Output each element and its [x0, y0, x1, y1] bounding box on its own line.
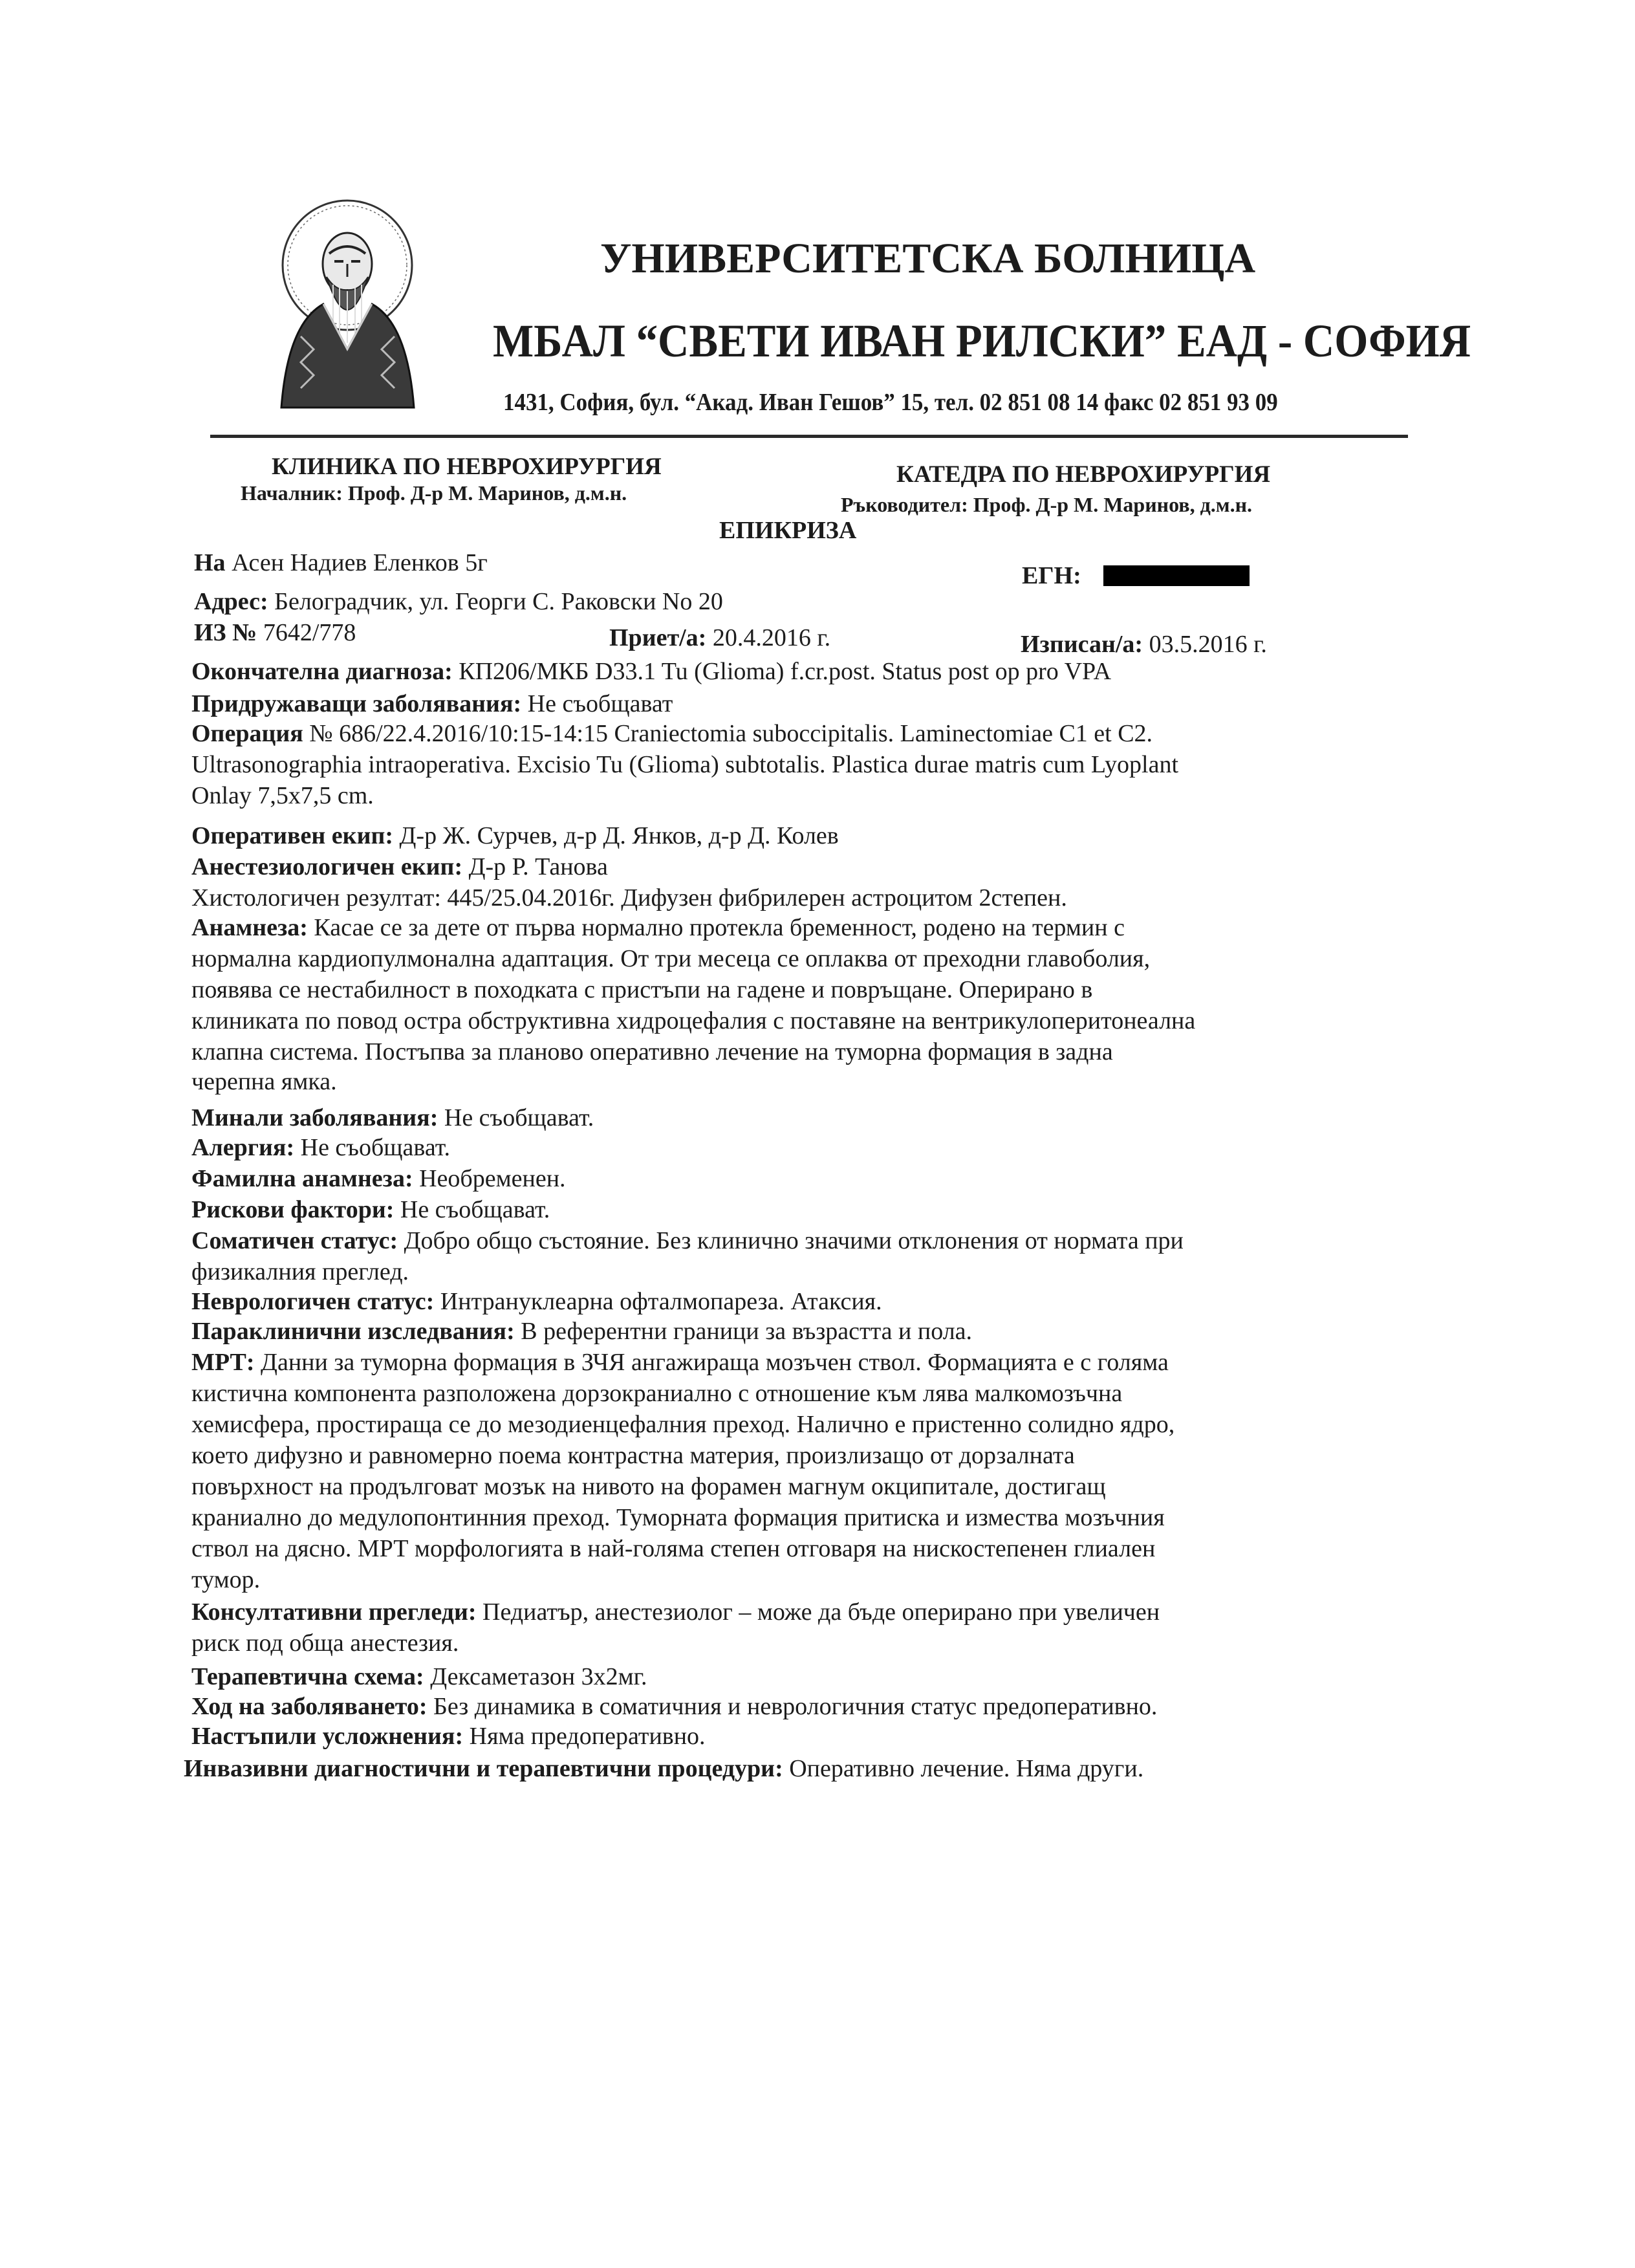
operation-line3: Onlay 7,5x7,5 cm.: [191, 782, 374, 809]
somatic-status-line1: Соматичен статус: Добро общо състояние. Без клинично значими отклонения от нормата при: [191, 1227, 1184, 1254]
complications: Настъпили усложнения: Няма предоперативно.: [191, 1723, 706, 1750]
anamnesis-line4: клиниката по повод остра обструктивна хидроцефалия с поставяне на вентрикулоперитонеална: [191, 1007, 1196, 1034]
egn-row: ЕГН:: [1022, 562, 1081, 589]
admitted-row: Приет/а: 20.4.2016 г.: [609, 624, 831, 651]
anamnesis-line1: Анамнеза: Касае се за дете от първа нормално протекла бременност, родено на термин с: [191, 914, 1125, 941]
operation-line2: Ultrasonographia intraoperativa. Excisio Tu (Glioma) subtotalis. Plastica durae matris cum Lyoplant: [191, 751, 1179, 778]
anamnesis-line6: черепна ямка.: [191, 1068, 337, 1095]
patient-name-row: На Асен Надиев Еленков 5г: [194, 549, 488, 576]
neuro-status: Неврологичен статус: Интрануклеарна офталмопареза. Атаксия.: [191, 1288, 882, 1315]
department-title: КАТЕДРА ПО НЕВРОХИРУРГИЯ: [896, 461, 1271, 488]
therapy-scheme: Терапевтична схема: Дексаметазон 3x2мг.: [191, 1663, 647, 1690]
mri-line1: МРТ: Данни за туморна формация в ЗЧЯ ангажираща мозъчен ствол. Формацията е с голяма: [191, 1349, 1169, 1376]
final-diagnosis: Окончателна диагноза: КП206/МКБ D33.1 Tu (Glioma) f.cr.post. Status post op pro VPA: [191, 658, 1112, 685]
family-history: Фамилна анамнеза: Необременен.: [191, 1165, 566, 1192]
mri-line6: краниално до медулопонтинния преход. Туморната формация притиска и измества мозъчния: [191, 1504, 1165, 1531]
risk-factors: Рискови фактори: Не съобщават.: [191, 1196, 550, 1223]
anamnesis-line5: клапна система. Постъпва за планово оперативно лечение на туморна формация в задна: [191, 1038, 1113, 1065]
egn-redaction-bar: [1103, 565, 1250, 586]
clinic-title: КЛИНИКА ПО НЕВРОХИРУРГИЯ: [272, 453, 662, 480]
paraclinical-tests: Параклинични изследвания: В референтни граници за възрастта и пола.: [191, 1318, 973, 1345]
operative-team: Оперативен екип: Д-р Ж. Сурчев, д-р Д. Янков, д-р Д. Колев: [191, 822, 839, 849]
hospital-name-line2: МБАЛ “СВЕТИ ИВАН РИЛСКИ” ЕАД - СОФИЯ: [493, 315, 1471, 367]
comorbidities: Придружаващи заболявания: Не съобщават: [191, 690, 673, 717]
mri-line7: ствол на дясно. МРТ морфологията в най-голяма степен отговаря на нискостепенен глиален: [191, 1535, 1156, 1562]
saint-icon-emblem: [262, 194, 433, 414]
mri-line4: което дифузно и равномерно поема контрастна материя, произлизащо от дорзалната: [191, 1442, 1075, 1469]
hospital-name-line1: УНИВЕРСИТЕТСКА БОЛНИЦА: [600, 235, 1256, 282]
histology-result: Хистологичен резултат: 445/25.04.2016г. Дифузен фибрилерен астроцитом 2степен.: [191, 884, 1067, 911]
consultations-line1: Консултативни прегледи: Педиатър, анестезиолог – може да бъде оперирано при увеличен: [191, 1598, 1160, 1626]
consultations-line2: риск под обща анестезия.: [191, 1630, 459, 1657]
anamnesis-line2: нормална кардиопулмонална адаптация. От три месеца се оплаква от преходни главоболия,: [191, 945, 1151, 972]
clinic-head: Началник: Проф. Д-р М. Маринов, д.м.н.: [241, 481, 627, 505]
anamnesis-line3: появява се нестабилност в походката с пристъпи на гадене и повръщане. Оперирано в: [191, 976, 1093, 1003]
hospital-address: 1431, София, бул. “Акад. Иван Гешов” 15, тел. 02 851 08 14 факс 02 851 93 09: [503, 389, 1278, 416]
operation-line1: Операция № 686/22.4.2016/10:15-14:15 Craniectomia suboccipitalis. Laminectomiae C1 et C2.: [191, 720, 1153, 747]
past-diseases: Минали заболявания: Не съобщават.: [191, 1104, 594, 1131]
mri-line3: хемисфера, простираща се до мезодиенцефалния преход. Налично е пристенно солидно ядро,: [191, 1411, 1175, 1438]
patient-address-row: Адрес: Белоградчик, ул. Георги С. Раковски No 20: [194, 588, 723, 615]
allergy: Алергия: Не съобщават.: [191, 1134, 450, 1161]
somatic-status-line2: физикалния преглед.: [191, 1258, 409, 1285]
department-head: Ръководител: Проф. Д-р М. Маринов, д.м.н.: [841, 493, 1252, 516]
mri-line5: повърхност на продълговат мозък на нивото на форамен магнум окципитале, достигащ: [191, 1473, 1106, 1500]
anesthesia-team: Анестезиологичен екип: Д-р Р. Танова: [191, 853, 608, 880]
invasive-procedures: Инвазивни диагностични и терапевтични процедури: Оперативно лечение. Няма други.: [184, 1755, 1144, 1782]
header-divider: [210, 435, 1408, 438]
discharged-row: Изписан/а: 03.5.2016 г.: [1021, 631, 1267, 658]
document-title: ЕПИКРИЗА: [719, 517, 857, 544]
mri-line2: кистична компонента разположена дорзокраниално с отношение към лява малкомозъчна: [191, 1380, 1123, 1407]
disease-course: Ход на заболяването: Без динамика в соматичния и неврологичния статус предоперативно.: [191, 1693, 1158, 1720]
mri-line8: тумор.: [191, 1566, 261, 1593]
iz-row: ИЗ № 7642/778: [194, 619, 356, 646]
